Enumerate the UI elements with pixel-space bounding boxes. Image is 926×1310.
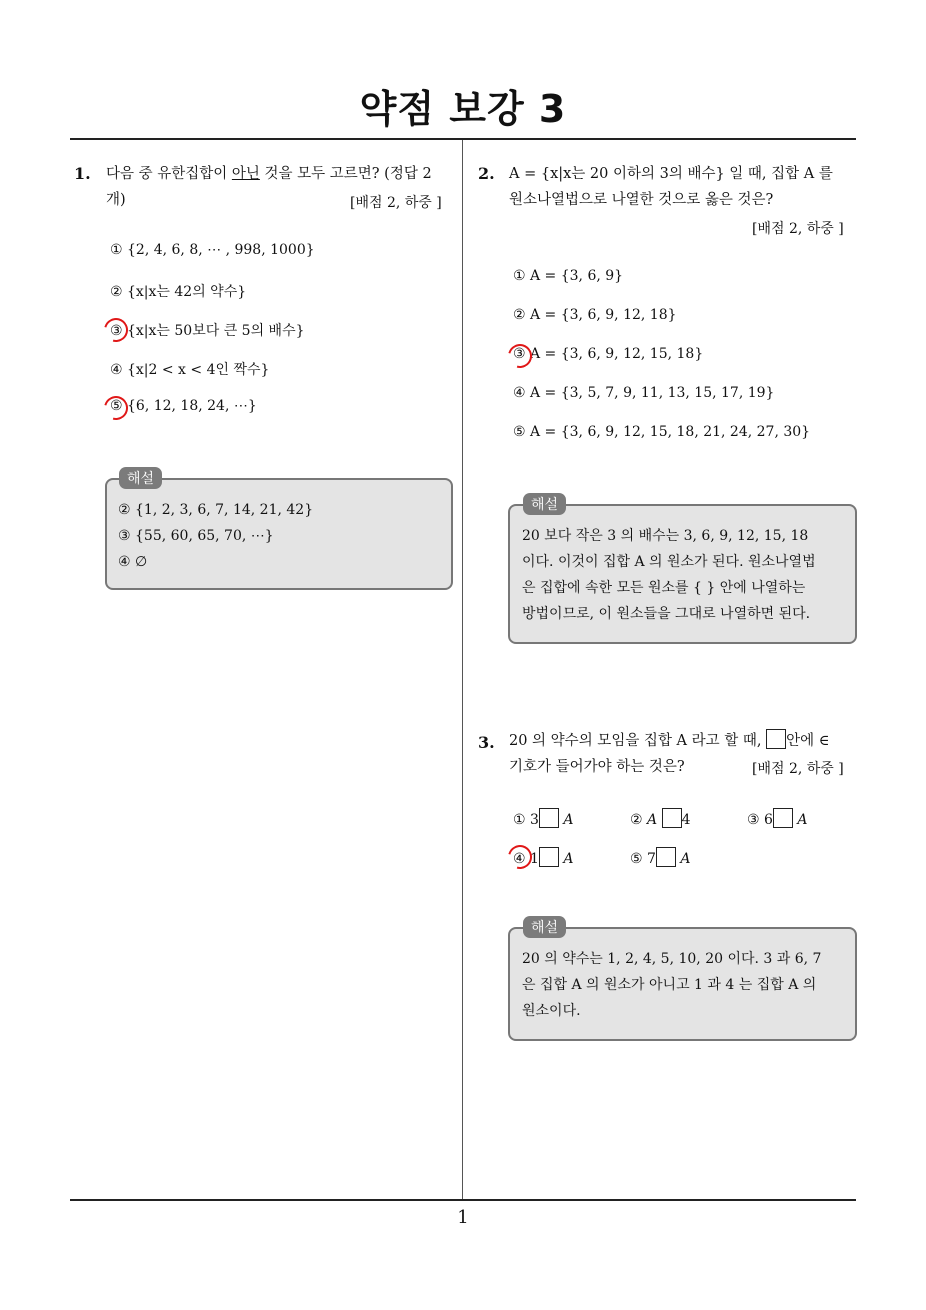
question-3-text-line2: 기호가 들어가야 하는 것은? [509,759,685,775]
solution-tag-1: 해설 [119,467,162,489]
choice-right: A [563,812,574,828]
solution-tag-3: 해설 [523,916,566,938]
blank-box [766,729,786,749]
q2-choice-4[interactable]: ④ A = {3, 5, 7, 9, 11, 13, 15, 17, 19} [513,385,775,401]
solution-line: 은 집합 A 의 원소가 아니고 1 과 4 는 집합 A 의 [522,977,817,993]
choice-right: 4 [681,812,691,828]
solution-tag-2: 해설 [523,493,566,515]
choice-right: A [797,812,808,828]
choice-left: A [647,812,658,828]
q3-choice-5[interactable] [630,847,691,867]
q1-choice-1[interactable]: ① {2, 4, 6, 8, ⋯ , 998, 1000} [110,242,315,258]
choice-left: 3 [530,812,539,828]
choice-right: A [680,851,691,867]
choice-number: ④ [513,851,526,867]
footer-rule [70,1199,856,1201]
solution-2-text [522,523,816,627]
page-number: 1 [457,1207,469,1228]
solution-line: 방법이므로, 이 원소들을 그대로 나열하면 된다. [522,606,811,622]
question-1-text-post: 것을 모두 고르면? (정답 2 [259,166,432,182]
question-3-number: 3. [478,733,495,752]
question-2-text [509,161,859,213]
question-3-meta: [배점 2, 하중 ] [752,761,844,777]
blank-box [773,808,793,828]
q1-choice-4[interactable]: ④ {x|2 < x < 4인 짝수} [110,362,270,378]
question-2-text-line1: A = {x|x는 20 이하의 3의 배수} 일 때, 집합 A 를 [509,166,833,182]
answer-circle-mark [100,392,133,425]
question-2-number: 2. [478,164,495,183]
solution-1-text [118,497,313,575]
q3-choice-1[interactable] [513,808,574,828]
blank-box [662,808,682,828]
choice-left: 6 [764,812,773,828]
q3-choice-3[interactable] [747,808,808,828]
blank-box [539,808,559,828]
choice-number: ② [630,812,643,828]
choice-right: A [563,851,574,867]
page-title: 약점 보강 3 [359,87,567,131]
question-1-text-pre: 다음 중 유한집합이 [106,166,232,182]
answer-circle-mark [100,314,133,347]
question-1-text-line2: 개) [106,192,126,208]
question-3-text-pre: 20 의 약수의 모임을 집합 A 라고 할 때, [509,733,762,749]
solution-line: 20 보다 작은 3 의 배수는 3, 6, 9, 12, 15, 18 [522,528,809,544]
solution-line: ④ ∅ [118,554,148,570]
column-divider [462,140,463,1200]
q1-choice-5[interactable]: ⑤ {6, 12, 18, 24, ⋯} [110,398,257,414]
q2-choice-2[interactable]: ② A = {3, 6, 9, 12, 18} [513,307,677,323]
choice-number: ① [513,812,526,828]
solution-line: 이다. 이것이 집합 A 의 원소가 된다. 원소나열법 [522,554,816,570]
solution-line: ③ {55, 60, 65, 70, ⋯} [118,528,274,544]
q2-choice-5[interactable]: ⑤ A = {3, 6, 9, 12, 15, 18, 21, 24, 27, 30} [513,424,811,440]
blank-box [539,847,559,867]
question-1-number: 1. [74,164,91,183]
choice-left: 1 [530,851,539,867]
q1-choice-2[interactable]: ② {x|x는 42의 약수} [110,284,247,300]
question-2-text-line2: 원소나열법으로 나열한 것으로 옳은 것은? [509,192,774,208]
header-rule [70,138,856,140]
solution-line: ② {1, 2, 3, 6, 7, 14, 21, 42} [118,502,314,518]
question-3-text-post: 안에 ∈ [786,733,830,749]
choice-left: 7 [647,851,656,867]
solution-line: 은 집합에 속한 모든 원소를 { } 안에 나열하는 [522,580,806,596]
answer-circle-mark [504,841,537,874]
question-2-meta: [배점 2, 하중 ] [752,221,844,237]
solution-line: 20 의 약수는 1, 2, 4, 5, 10, 20 이다. 3 과 6, 7 [522,951,822,967]
solution-line: 원소이다. [522,1003,581,1019]
question-1-meta: [배점 2, 하중 ] [350,195,442,211]
question-1-underlined: 아닌 [231,166,260,182]
q2-choice-3[interactable]: ③ A = {3, 6, 9, 12, 15, 18} [513,346,704,362]
answer-circle-mark [504,340,537,373]
q1-choice-3[interactable]: ③ {x|x는 50보다 큰 5의 배수} [110,323,305,339]
solution-3-text [522,946,821,1024]
choice-number: ③ [747,812,760,828]
q3-choice-2[interactable] [630,808,691,828]
blank-box [656,847,676,867]
q2-choice-1[interactable]: ① A = {3, 6, 9} [513,268,624,284]
choice-number: ⑤ [630,851,643,867]
